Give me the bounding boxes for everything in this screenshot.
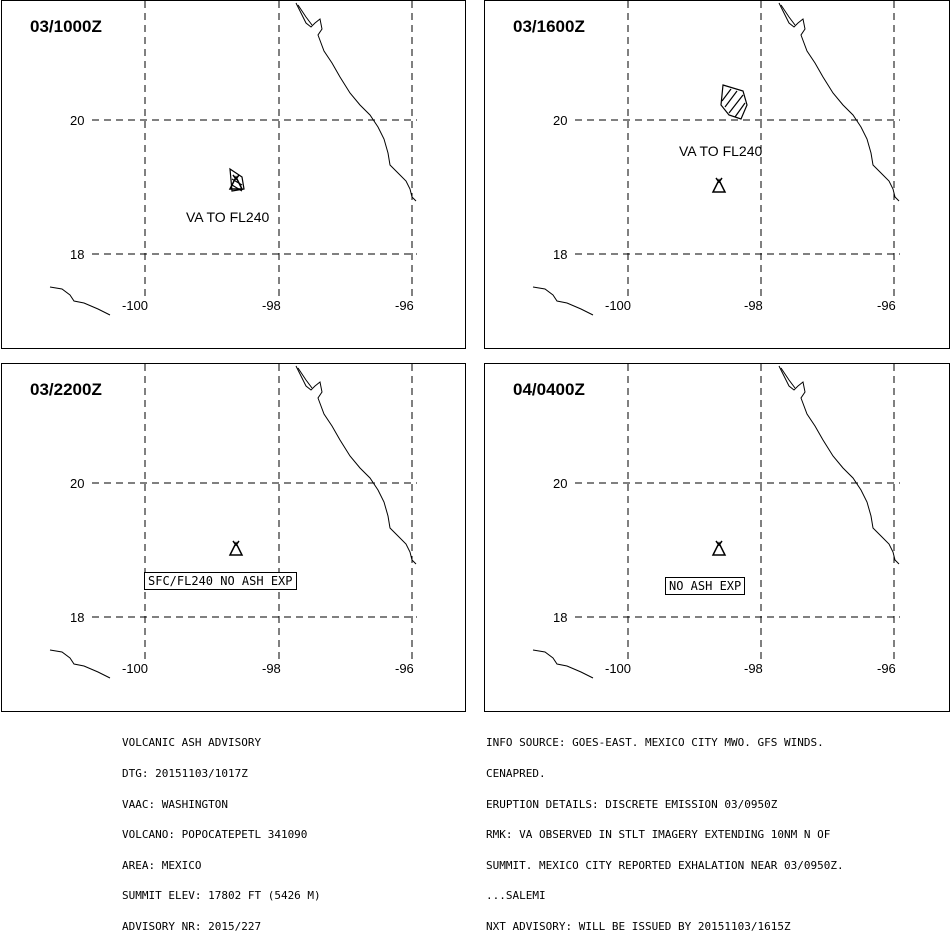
advisory-line: RMK: VA OBSERVED IN STLT IMAGERY EXTENDING 10NM N OF <box>486 828 831 842</box>
lon-label-100: -100 <box>605 298 632 313</box>
coastline <box>50 3 416 315</box>
ash-level-label: VA TO FL240 <box>186 209 270 225</box>
lon-label-100: -100 <box>605 661 632 676</box>
lon-label-96: -96 <box>877 298 896 313</box>
lon-label-96: -96 <box>395 661 414 676</box>
advisory-line: VOLCANIC ASH ADVISORY <box>122 736 262 750</box>
no-ash-box: SFC/FL240 NO ASH EXP <box>144 572 297 590</box>
volcano-symbol <box>713 178 725 192</box>
forecast-panel-2 <box>484 0 950 349</box>
forecast-panel-4 <box>484 363 950 712</box>
lat-label-20: 20 <box>553 113 568 128</box>
advisory-line: ...SALEMI <box>486 889 546 903</box>
advisory-line: DTG: 20151103/1017Z <box>122 767 248 781</box>
coastline <box>533 3 899 315</box>
advisory-line: SUMMIT ELEV: 17802 FT (5426 M) <box>122 889 321 903</box>
no-ash-box: NO ASH EXP <box>665 577 745 595</box>
advisory-line: VAAC: WASHINGTON <box>122 797 228 811</box>
advisory-line: ADVISORY NR: 2015/227 <box>122 920 262 934</box>
advisory-line: NXT ADVISORY: WILL BE ISSUED BY 20151103/1615Z <box>486 920 791 934</box>
lon-label-98: -98 <box>262 298 281 313</box>
lon-label-96: -96 <box>395 298 414 313</box>
ash-level-label: VA TO FL240 <box>679 143 763 159</box>
advisory-line: VOLCANO: POPOCATEPETL 341090 <box>122 828 308 842</box>
forecast-panel-1 <box>1 0 466 349</box>
lat-label-18: 18 <box>70 247 85 262</box>
lon-label-96: -96 <box>877 661 896 676</box>
lon-label-98: -98 <box>744 661 763 676</box>
lon-label-98: -98 <box>262 661 281 676</box>
ash-cloud <box>721 85 747 119</box>
lat-label-18: 18 <box>70 610 85 625</box>
advisory-details-block <box>486 718 844 942</box>
advisory-line: AREA: MEXICO <box>122 858 202 872</box>
panel-time: 03/1000Z <box>30 17 102 36</box>
lat-label-20: 20 <box>553 476 568 491</box>
advisory-line: SUMMIT. MEXICO CITY REPORTED EXHALATION NEAR 03/0950Z. <box>486 858 844 872</box>
lat-label-18: 18 <box>553 247 568 262</box>
lon-label-100: -100 <box>122 298 149 313</box>
volcano-symbol <box>713 541 725 555</box>
lon-label-100: -100 <box>122 661 149 676</box>
forecast-panel-3 <box>1 363 466 712</box>
coastline <box>50 366 416 678</box>
lat-label-20: 20 <box>70 113 85 128</box>
advisory-line: ERUPTION DETAILS: DISCRETE EMISSION 03/0950Z <box>486 797 778 811</box>
volcano-symbol <box>230 541 242 555</box>
lat-label-18: 18 <box>553 610 568 625</box>
advisory-header-block <box>122 718 321 942</box>
panel-time: 03/2200Z <box>30 380 102 399</box>
panel-time: 03/1600Z <box>513 17 585 36</box>
lat-label-20: 20 <box>70 476 85 491</box>
advisory-line: CENAPRED. <box>486 767 546 781</box>
panel-time: 04/0400Z <box>513 380 585 399</box>
lon-label-98: -98 <box>744 298 763 313</box>
coastline <box>533 366 899 678</box>
advisory-line: INFO SOURCE: GOES-EAST. MEXICO CITY MWO. GFS WINDS. <box>486 736 824 750</box>
